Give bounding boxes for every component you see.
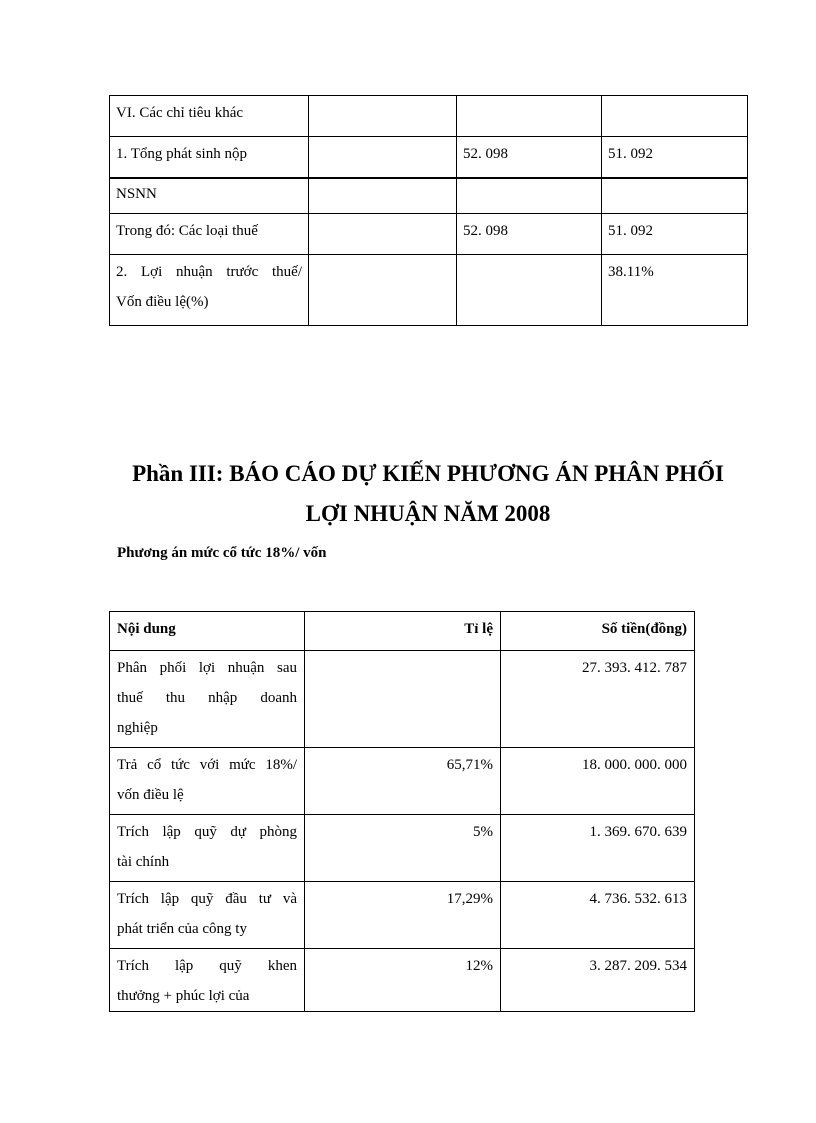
cell (457, 96, 602, 137)
table-row (110, 214, 748, 255)
row-rate: 17,29% (305, 882, 501, 949)
row-label-line: 2. Lợi nhuận trước thuế/ (116, 264, 302, 280)
cell (309, 255, 457, 326)
row-content-line: Trích lập quỹ khen (117, 958, 297, 974)
row-content-line: Trả cổ tức với mức 18%/ (117, 757, 297, 773)
table-row (110, 137, 748, 179)
row-content (110, 748, 305, 815)
cell: 52. 098 (457, 137, 602, 179)
cell (309, 137, 457, 179)
row-content-line: Trích lập quỹ dự phòng (117, 824, 297, 840)
row-content-line: nghiệp (117, 720, 158, 736)
row-label-line: Vốn điều lệ(%) (116, 294, 209, 310)
row-content-line: thưởng + phúc lợi của (117, 988, 250, 1004)
cell: 51. 092 (602, 214, 748, 255)
cell (457, 178, 602, 214)
table-row (110, 882, 695, 949)
row-content (110, 949, 305, 1012)
row-rate: 65,71% (305, 748, 501, 815)
section-title-line2: LỢI NHUẬN NĂM 2008 (305, 501, 551, 526)
row-content (110, 882, 305, 949)
cell (309, 214, 457, 255)
cell: 38.11% (602, 255, 748, 326)
table-header-row (110, 612, 695, 651)
table-row (110, 178, 748, 214)
cell (602, 178, 748, 214)
section-title-line1: Phần III: BÁO CÁO DỰ KIẾN PHƯƠNG ÁN PHÂN PHỐI (132, 461, 724, 486)
row-content-line: vốn điều lệ (117, 787, 184, 803)
column-header: Tỉ lệ (305, 612, 501, 651)
section-subtitle: Phương án mức cổ tức 18%/ vốn (117, 545, 327, 561)
cell (457, 255, 602, 326)
table-row (110, 255, 748, 326)
row-label: 1. Tổng phát sinh nộp (110, 137, 309, 179)
row-content-line: tài chính (117, 854, 170, 870)
row-amount: 18. 000. 000. 000 (501, 748, 695, 815)
table-row (110, 96, 748, 137)
row-label: VI. Các chỉ tiêu khác (110, 96, 309, 137)
table-row (110, 949, 695, 1012)
table-row (110, 815, 695, 882)
row-content-line: phát triển của công ty (117, 921, 247, 937)
profit-distribution-table (109, 611, 695, 1012)
row-rate: 12% (305, 949, 501, 1012)
table-row (110, 651, 695, 748)
row-label: NSNN (110, 178, 309, 214)
row-content-line: thuế thu nhập doanh (117, 690, 297, 706)
row-content-line: Phân phối lợi nhuận sau (117, 660, 297, 676)
cell: 52. 098 (457, 214, 602, 255)
row-amount: 27. 393. 412. 787 (501, 651, 695, 748)
row-rate (305, 651, 501, 748)
row-amount: 4. 736. 532. 613 (501, 882, 695, 949)
cell (309, 96, 457, 137)
row-label (110, 255, 309, 326)
cell: 51. 092 (602, 137, 748, 179)
row-rate: 5% (305, 815, 501, 882)
row-content-line: Trích lập quỹ đầu tư và (117, 891, 297, 907)
row-content (110, 651, 305, 748)
indicators-table (109, 95, 748, 326)
table-row (110, 748, 695, 815)
cell (602, 96, 748, 137)
row-amount: 3. 287. 209. 534 (501, 949, 695, 1012)
row-content (110, 815, 305, 882)
row-label: Trong đó: Các loại thuế (110, 214, 309, 255)
column-header: Số tiền(đồng) (501, 612, 695, 651)
cell (309, 178, 457, 214)
column-header: Nội dung (110, 612, 305, 651)
row-amount: 1. 369. 670. 639 (501, 815, 695, 882)
